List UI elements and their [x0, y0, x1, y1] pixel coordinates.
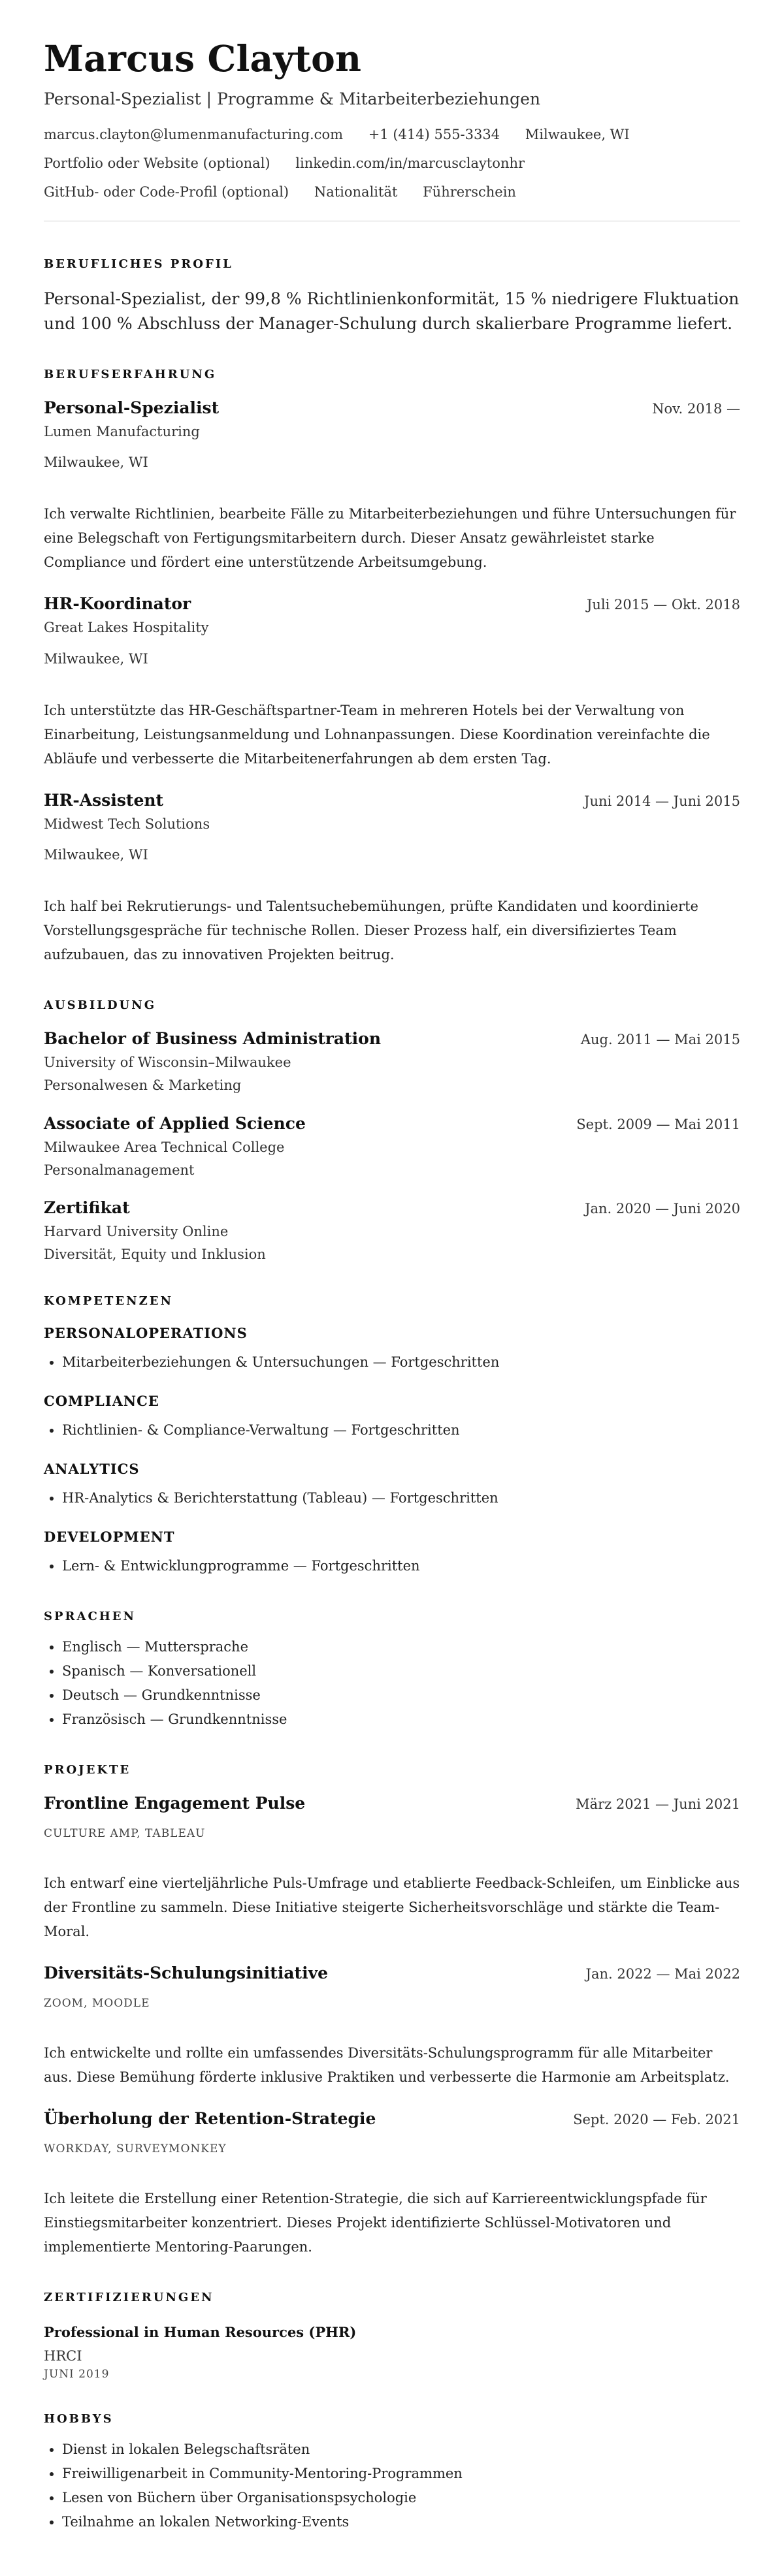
education-dates: Aug. 2011 — Mai 2015 — [580, 1032, 740, 1048]
job-dates: Juni 2014 — Juni 2015 — [584, 793, 740, 809]
skill-group-title: COMPLIANCE — [44, 1393, 159, 1410]
job-dates: Nov. 2018 — — [652, 401, 740, 417]
hobby-item: • Teilnahme an lokalen Networking-Events — [62, 2510, 740, 2534]
company-name: Midwest Tech Solutions — [44, 816, 210, 832]
skill-item: • HR-Analytics & Berichterstattung (Tableau) — Fortgeschritten — [62, 1486, 740, 1510]
candidate-name: Marcus Clayton — [44, 37, 362, 80]
project-dates: März 2021 — Juni 2021 — [576, 1796, 740, 1813]
section-title-projects: PROJEKTE — [44, 1763, 131, 1777]
section-title-hobbies: HOBBYS — [44, 2412, 114, 2426]
skill-item: • Mitarbeiterbeziehungen & Untersuchungen — Fortgeschritten — [62, 1350, 740, 1375]
job-description: Ich half bei Rekrutierungs- und Talentsuchebemühungen, prüfte Kandidaten und koordinierte Vorstellungsgespräche für technische Rollen. Dieser Prozess half, ein diversifiziertes Team aufzubauen, das zu innovativen Projekten beitrug. — [44, 898, 698, 963]
project-name: Überholung der Retention-Strategie — [44, 2109, 376, 2129]
language-item: • Deutsch — Grundkenntnisse — [62, 1683, 740, 1708]
job-location: Milwaukee, WI — [44, 846, 148, 863]
drivers-license-text: Führerschein — [423, 184, 516, 200]
section-title-skills: KOMPETENZEN — [44, 1294, 173, 1309]
location-text: Milwaukee, WI — [525, 127, 630, 142]
section-title-experience: BERUFSERFAHRUNG — [44, 368, 217, 381]
project-description: Ich leitete die Erstellung einer Retention-Strategie, die sich auf Karriereentwicklungspfade für Einstiegsmitarbeiter konzentriert. Dieses Projekt identifizierte Schlüssel-Motivatoren und implementierte Mentoring-Paarungen. — [44, 2191, 707, 2255]
experience-entry — [44, 791, 740, 967]
project-description: Ich entwarf eine vierteljährliche Puls-Umfrage und etablierte Feedback-Schleifen, um Einblicke aus der Frontline zu sammeln. Diese Initiative steigerte Sicherheitsvorschläge und stärkte die Team-Moral. — [44, 1875, 740, 1940]
project-entry — [44, 1794, 740, 1944]
education-entry — [44, 1029, 740, 1094]
skill-list — [44, 1554, 740, 1578]
certification-name: Professional in Human Resources (PHR) — [44, 2324, 357, 2341]
field-of-study: Personalmanagement — [44, 1162, 195, 1178]
project-description: Ich entwickelte und rollte ein umfassendes Diversitäts-Schulungsprogramm für alle Mitarbeiter aus. Diese Bemühung förderte inklusive Praktiken und verbesserte die Harmonie am Arbeitsplatz. — [44, 2045, 730, 2086]
hobby-item: • Freiwilligenarbeit in Community-Mentoring-Programmen — [62, 2462, 740, 2486]
skill-group-title: ANALYTICS — [44, 1461, 140, 1478]
github-link[interactable]: GitHub- oder Code-Profil (optional) — [44, 184, 289, 200]
job-location: Milwaukee, WI — [44, 454, 148, 471]
degree-title: Zertifikat — [44, 1198, 130, 1217]
experience-entry — [44, 398, 740, 575]
project-tools: WORKDAY, SURVEYMONKEY — [44, 2142, 227, 2156]
company-name: Great Lakes Hospitality — [44, 620, 209, 636]
job-description: Ich unterstützte das HR-Geschäftspartner-Team in mehreren Hotels bei der Verwaltung von Einarbeitung, Leistungsanmeldung und Lohnanpassungen. Diese Koordination vereinfachte die Abläufe und verbesserte die Mitarbeitenerfahrungen ab dem ersten Tag. — [44, 702, 710, 767]
field-of-study: Personalwesen & Marketing — [44, 1077, 242, 1094]
certification-date: JUNI 2019 — [44, 2368, 110, 2381]
project-name: Diversitäts-Schulungsinitiative — [44, 1964, 329, 1983]
project-dates: Jan. 2022 — Mai 2022 — [585, 1966, 740, 1982]
profile-summary: Personal-Spezialist, der 99,8 % Richtlinienkonformität, 15 % niedrigere Fluktuation und 100 % Abschluss der Manager-Schulung durch skalierbare Programme liefert. — [44, 289, 740, 333]
degree-title: Bachelor of Business Administration — [44, 1029, 382, 1049]
skill-item: • Lern- & Entwicklungprogramme — Fortgeschritten — [62, 1554, 740, 1578]
portfolio-link[interactable]: Portfolio oder Website (optional) — [44, 155, 270, 171]
language-item: • Französisch — Grundkenntnisse — [62, 1708, 740, 1732]
section-title-languages: SPRACHEN — [44, 1610, 136, 1624]
education-dates: Jan. 2020 — Juni 2020 — [585, 1200, 740, 1216]
section-title-profile: BERUFLICHES PROFIL — [44, 257, 233, 271]
contact-row-3 — [44, 185, 740, 199]
project-tools: ZOOM, MOODLE — [44, 1997, 150, 2011]
language-item: • Spanisch — Konversationell — [62, 1659, 740, 1683]
skill-group-title: DEVELOPMENT — [44, 1529, 175, 1546]
candidate-headline: Personal-Spezialist | Programme & Mitarbeiterbeziehungen — [44, 89, 541, 108]
certification-issuer: HRCI — [44, 2348, 82, 2364]
job-title: HR-Assistent — [44, 790, 164, 810]
hobby-list — [44, 2438, 740, 2534]
field-of-study: Diversität, Equity und Inklusion — [44, 1247, 266, 1263]
skill-list — [44, 1418, 740, 1442]
project-tools: CULTURE AMP, TABLEAU — [44, 1827, 206, 1841]
project-entry — [44, 2109, 740, 2259]
language-item: • Englisch — Muttersprache — [62, 1635, 740, 1659]
email-link[interactable]: marcus.clayton@lumenmanufacturing.com — [44, 127, 344, 142]
skill-list — [44, 1350, 740, 1375]
skill-item: • Richtlinien- & Compliance-Verwaltung — Fortgeschritten — [62, 1418, 740, 1442]
project-name: Frontline Engagement Pulse — [44, 1794, 306, 1813]
school-name: University of Wisconsin–Milwaukee — [44, 1055, 291, 1071]
job-location: Milwaukee, WI — [44, 650, 148, 667]
job-title: HR-Koordinator — [44, 594, 191, 614]
nationality-text: Nationalität — [314, 184, 398, 200]
contact-row-1 — [44, 128, 740, 142]
degree-title: Associate of Applied Science — [44, 1113, 306, 1133]
project-entry — [44, 1964, 740, 2090]
school-name: Harvard University Online — [44, 1223, 229, 1239]
project-dates: Sept. 2020 — Feb. 2021 — [573, 2112, 740, 2128]
job-description: Ich verwalte Richtlinien, bearbeite Fälle zu Mitarbeiterbeziehungen und führe Untersuchungen für eine Belegschaft von Fertigungsmitarbeitern durch. Dieser Ansatz gewährleistet starke Compliance und fördert eine unterstützende Arbeitsumgebung. — [44, 506, 736, 571]
skill-group-title: PERSONALOPERATIONS — [44, 1325, 248, 1342]
skill-list — [44, 1486, 740, 1510]
section-title-education: AUSBILDUNG — [44, 998, 157, 1013]
education-entry — [44, 1114, 740, 1179]
contact-row-2 — [44, 157, 740, 170]
hobby-item: • Lesen von Büchern über Organisationspsychologie — [62, 2486, 740, 2510]
experience-entry — [44, 594, 740, 771]
phone-number[interactable]: +1 (414) 555-3334 — [368, 127, 500, 142]
education-dates: Sept. 2009 — Mai 2011 — [576, 1116, 740, 1132]
section-title-certifications: ZERTIFIZIERUNGEN — [44, 2291, 214, 2305]
education-entry — [44, 1198, 740, 1263]
job-title: Personal-Spezialist — [44, 398, 220, 417]
company-name: Lumen Manufacturing — [44, 424, 200, 439]
language-list — [44, 1635, 740, 1732]
hobby-item: • Dienst in lokalen Belegschaftsräten — [62, 2438, 740, 2462]
linkedin-link[interactable]: linkedin.com/in/marcusclaytonhr — [295, 155, 525, 171]
school-name: Milwaukee Area Technical College — [44, 1139, 285, 1155]
job-dates: Juli 2015 — Okt. 2018 — [586, 597, 740, 613]
